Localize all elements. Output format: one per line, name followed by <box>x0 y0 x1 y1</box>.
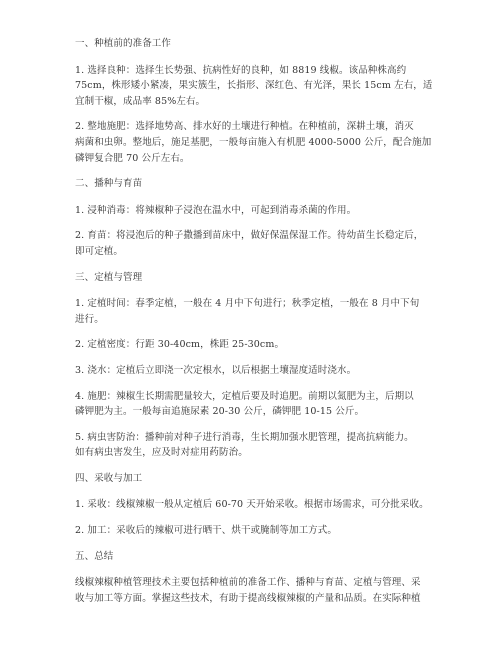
section-heading: 五、总结 <box>75 550 114 562</box>
paragraph: 5. 病虫害防治：播种前对种子进行消毒，生长期加强水肥管理，提高抗病能力。 如有病虫害发生，应及时对症用药防治。 <box>75 431 414 459</box>
section-heading: 四、采收与加工 <box>75 472 143 484</box>
paragraph: 2. 定植密度：行距 30-40cm，株距 25-30cm。 <box>75 339 285 351</box>
paragraph: 1. 采收：线椒辣椒一般从定植后 60-70 天开始采收。根据市场需求，可分批采收。 <box>75 499 429 511</box>
paragraph: 1. 选择良种：选择生长势强、抗病性好的良种，如 8819 线椒。该品种株高约 75cm，株形矮小紧凑，果实簇生，长指形、深红色、有光泽，果长 15cm 左右，适 宜制干椒，成品率 85%左右。 <box>75 64 433 107</box>
document-body <box>75 36 435 606</box>
paragraph: 3. 浇水：定植后立即浇一次定根水，以后根据土壤湿度适时浇水。 <box>75 364 357 376</box>
paragraph: 2. 加工：采收后的辣椒可进行晒干、烘干或腌制等加工方式。 <box>75 525 337 537</box>
paragraph: 4. 施肥：辣椒生长期需肥量较大，定植后要及时追肥。前期以氮肥为主，后期以 磷钾肥为主。一般每亩追施尿素 20-30 公斤，磷钾肥 10-15 公斤。 <box>75 390 414 418</box>
section-heading: 三、定植与管理 <box>75 271 143 283</box>
paragraph: 1. 定植时间：春季定植，一般在 4 月中下旬进行；秋季定植，一般在 8 月中下旬 进行。 <box>75 298 420 325</box>
section-heading: 一、种植前的准备工作 <box>75 38 172 49</box>
section-heading: 二、播种与育苗 <box>75 178 143 190</box>
paragraph: 线椒辣椒种植管理技术主要包括种植前的准备工作、播种与育苗、定植与管理、采 收与加工等方面。掌握这些技术，有助于提高线椒辣椒的产量和品质。在实际种植 <box>75 577 421 604</box>
paragraph: 1. 浸种消毒：将辣椒种子浸泡在温水中，可起到消毒杀菌的作用。 <box>75 204 357 216</box>
paragraph: 2. 整地施肥：选择地势高、排水好的土壤进行种植。在种植前，深耕土壤，消灭 病菌和虫卵。整地后，施足基肥，一般每亩施入有机肥 4000-5000 公斤，配合施加 磷钾复合肥 70 公斤左右。 <box>75 121 432 164</box>
paragraph: 2. 育苗：将浸泡后的种子撒播到苗床中，做好保温保湿工作。待幼苗生长稳定后， 即可定植。 <box>75 230 424 257</box>
